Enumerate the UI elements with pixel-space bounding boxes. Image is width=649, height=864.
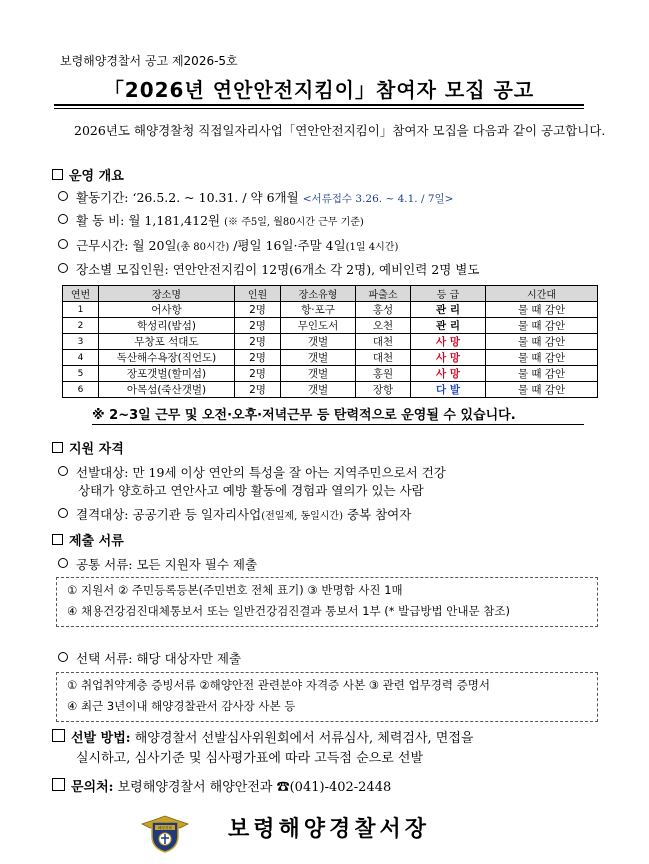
cell-station: 대천 [356, 350, 411, 366]
table-row [63, 318, 598, 334]
page-title: 「2026년 연안안전지킴이」참여자 모집 공고 [103, 78, 535, 102]
staff-line: 장소별 모집인원: 연안안전지킴이 12명(6개소 각 2명), 예비인력 2명 별도 [58, 260, 479, 278]
cell-people: 2명 [235, 366, 281, 382]
cell-time: 물 때 감안 [486, 366, 598, 382]
circle-bullet-icon [58, 214, 68, 224]
flexible-note-underline [92, 424, 584, 425]
cell-no: 3 [63, 334, 99, 350]
optional-docs-line: 선택 서류: 해당 대상자만 제출 [58, 649, 241, 667]
common-docs-item-1: ① 지원서 ② 주민등록등본(주민번호 전체 표기) ③ 반명함 사진 1매 [67, 583, 403, 597]
cell-people: 2명 [235, 334, 281, 350]
col-header: 등 급 [411, 286, 486, 302]
svg-text:해양경찰: 해양경찰 [158, 826, 172, 830]
circle-bullet-icon [58, 508, 68, 518]
cell-people: 2명 [235, 382, 281, 398]
cell-grade: 다 발 [411, 382, 486, 398]
selection-target-line2: 상태가 양호하고 연안사고 예방 활동에 경험과 열의가 있는 사람 [78, 483, 424, 498]
cell-station: 오천 [356, 318, 411, 334]
cell-grade: 사 망 [411, 350, 486, 366]
hours-line: 근무시간: 월 20일(총 80시간) /평일 16일·주말 4일(1일 4시간) [58, 236, 398, 254]
col-header: 시간대 [486, 286, 598, 302]
cell-type: 갯벌 [281, 334, 356, 350]
section-qualification-heading: 지원 자격 [52, 438, 124, 457]
cell-no: 1 [63, 302, 99, 318]
table-row [63, 350, 598, 366]
cell-time: 물 때 감안 [486, 302, 598, 318]
period-line: 활동기간: ‘26.5.2. ~ 10.31. / 약 6개월 <서류접수 3.26. ~ 4.1. / 7일> [58, 188, 453, 206]
circle-bullet-icon [58, 652, 68, 662]
cell-place: 학성리(밤섬) [99, 318, 235, 334]
selection-target-line1: 선발대상: 만 19세 이상 연안의 특성을 잘 아는 지역주민으로서 건강 [58, 463, 446, 481]
col-header: 파출소 [356, 286, 411, 302]
cell-no: 2 [63, 318, 99, 334]
selection-method-line1: 선발 방법: 해양경찰서 선발심사위원회에서 서류심사, 체력검사, 면접을 [52, 727, 473, 746]
cell-place: 독산해수욕장(직언도) [99, 350, 235, 366]
phone-number: ☎(041)-402-2448 [276, 780, 392, 795]
table-row [63, 334, 598, 350]
cell-place: 아목섬(죽산갯벌) [99, 382, 235, 398]
col-header: 연번 [63, 286, 99, 302]
table-row [63, 366, 598, 382]
common-docs-item-2: ④ 채용건강검진대체통보서 또는 일반건강검진결과 통보서 1부 (* 발급방법 안내문 참조) [67, 604, 510, 618]
cell-type: 무인도서 [281, 318, 356, 334]
cell-station: 홍성 [356, 302, 411, 318]
cell-type: 항·포구 [281, 302, 356, 318]
table-row [63, 382, 598, 398]
common-docs-line: 공통 서류: 모든 지원자 필수 제출 [58, 555, 257, 573]
table-header-row [63, 286, 598, 302]
circle-bullet-icon [58, 263, 68, 273]
section-operation-heading: 운영 개요 [52, 165, 124, 184]
cell-people: 2명 [235, 318, 281, 334]
places-table [62, 285, 598, 398]
cell-no: 5 [63, 366, 99, 382]
col-header: 인원 [235, 286, 281, 302]
square-bullet-icon [52, 442, 63, 453]
selection-method-line2: 실시하고, 심사기준 및 심사평가표에 따라 고득점 순으로 선발 [76, 751, 424, 766]
cell-type: 갯벌 [281, 366, 356, 382]
cell-time: 물 때 감안 [486, 334, 598, 350]
cell-place: 무창포 석대도 [99, 334, 235, 350]
optional-docs-item-2: ④ 최근 3년이내 해양경찰관서 감사장 사본 등 [67, 699, 296, 713]
coast-guard-emblem-icon [140, 808, 190, 854]
circle-bullet-icon [58, 466, 68, 476]
table-row [63, 302, 598, 318]
cell-time: 물 때 감안 [486, 350, 598, 366]
flexible-operation-note: ※ 2~3일 근무 및 오전·오후·저녁근무 등 탄력적으로 운영될 수 있습니다. [92, 408, 516, 423]
circle-bullet-icon [58, 239, 68, 249]
optional-docs-box [56, 672, 598, 722]
title-underline-thin [54, 108, 584, 109]
square-bullet-icon [52, 534, 63, 545]
cell-people: 2명 [235, 350, 281, 366]
cell-grade: 관 리 [411, 302, 486, 318]
disqualification-line: 결격대상: 공공기관 등 일자리사업(전일제, 동일시간) 중복 참여자 [58, 505, 411, 523]
cell-type: 갯벌 [281, 382, 356, 398]
cell-no: 6 [63, 382, 99, 398]
cell-station: 홍원 [356, 366, 411, 382]
square-bullet-icon [52, 778, 65, 791]
cell-no: 4 [63, 350, 99, 366]
col-header: 장소유형 [281, 286, 356, 302]
intro-paragraph: 2026년도 해양경찰청 직접일자리사업「연안안전지킴이」참여자 모집을 다음과 같이 공고합니다. [74, 123, 606, 138]
cell-type: 갯벌 [281, 350, 356, 366]
section-documents-heading: 제출 서류 [52, 530, 124, 549]
cost-line: 활 동 비: 월 1,181,412원 (※ 주5일, 월80시간 근무 기준) [58, 211, 364, 229]
cell-grade: 사 망 [411, 334, 486, 350]
cell-people: 2명 [235, 302, 281, 318]
title-underline [54, 104, 584, 106]
cell-grade: 관 리 [411, 318, 486, 334]
cell-place: 장포갯벌(할미섬) [99, 366, 235, 382]
cell-time: 물 때 감안 [486, 318, 598, 334]
contact-line: 문의처: 보령해양경찰서 해양안전과 ☎(041)-402-2448 [52, 776, 391, 795]
optional-docs-item-1: ① 취업취약계층 증빙서류 ②해양안전 관련분야 자격증 사본 ③ 관련 업무경력 증명서 [67, 678, 490, 692]
notice-number: 보령해양경찰서 공고 제2026-5호 [60, 54, 238, 68]
signature-authority: 보령해양경찰서장 [228, 816, 431, 842]
common-docs-box [56, 577, 598, 627]
cell-grade: 사 망 [411, 366, 486, 382]
square-bullet-icon [52, 729, 65, 742]
cell-station: 대천 [356, 334, 411, 350]
cell-place: 어사항 [99, 302, 235, 318]
square-bullet-icon [52, 169, 63, 180]
cell-station: 장항 [356, 382, 411, 398]
col-header: 장소명 [99, 286, 235, 302]
cell-time: 물 때 감안 [486, 382, 598, 398]
circle-bullet-icon [58, 191, 68, 201]
circle-bullet-icon [58, 558, 68, 568]
